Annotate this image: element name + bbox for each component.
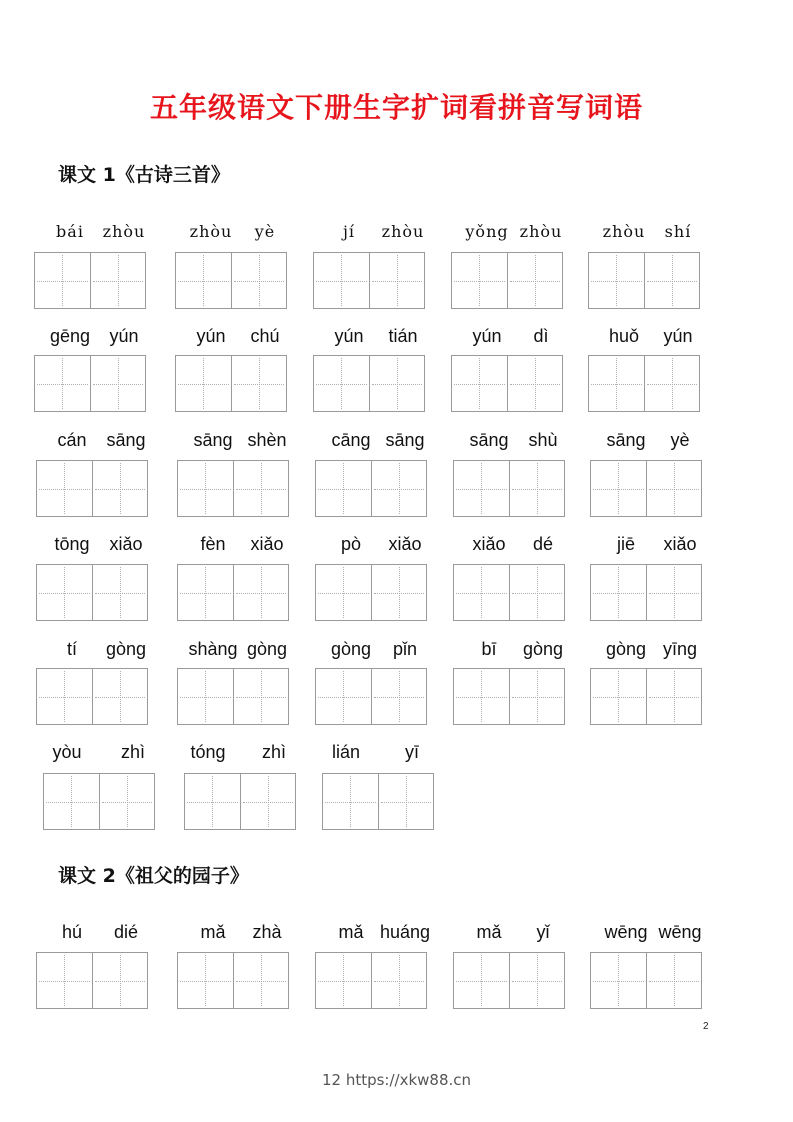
pinyin-syllable-2: yǐ [536, 922, 550, 942]
pinyin-syllable-2: yún [663, 326, 693, 346]
character-writing-cell[interactable] [589, 356, 644, 411]
character-writing-cell[interactable] [589, 253, 644, 308]
character-writing-cell[interactable] [178, 461, 233, 516]
pinyin-syllable-2: gòng [246, 639, 288, 659]
character-writing-cell[interactable] [178, 565, 233, 620]
pinyin-label [451, 222, 563, 246]
pinyin-syllable-2: yè [670, 430, 690, 450]
pinyin-syllable-1: mǎ [476, 922, 502, 942]
tianzige-writing-grid[interactable] [453, 668, 565, 725]
character-writing-cell[interactable] [371, 565, 427, 620]
tianzige-writing-grid[interactable] [34, 355, 146, 412]
pinyin-label [313, 222, 425, 246]
character-writing-cell[interactable] [646, 565, 702, 620]
tianzige-writing-grid[interactable] [36, 952, 148, 1009]
character-writing-cell[interactable] [231, 253, 287, 308]
tianzige-writing-grid[interactable] [322, 773, 434, 830]
pinyin-syllable-2: gòng [522, 639, 564, 659]
pinyin-label [590, 430, 702, 454]
tianzige-writing-grid[interactable] [177, 952, 289, 1009]
pinyin-syllable-1: gòng [605, 639, 647, 659]
pinyin-syllable-2: sāng [385, 430, 425, 450]
character-writing-cell[interactable] [314, 356, 369, 411]
pinyin-syllable-1: yún [334, 326, 364, 346]
pinyin-syllable-2: xiǎo [388, 534, 422, 554]
character-writing-cell[interactable] [644, 356, 700, 411]
pinyin-syllable-1: fèn [200, 534, 226, 554]
pinyin-syllable-2: zhì [120, 742, 146, 762]
character-writing-cell[interactable] [37, 669, 92, 724]
pinyin-syllable-2: zhòu [381, 222, 425, 241]
tianzige-writing-grid[interactable] [590, 668, 702, 725]
character-writing-cell[interactable] [509, 461, 565, 516]
lesson-1-heading: 课文 1《古诗三首》 [58, 164, 230, 186]
pinyin-label [453, 534, 565, 558]
pinyin-label [177, 639, 289, 663]
pinyin-syllable-2: dié [113, 922, 139, 942]
tianzige-writing-grid[interactable] [315, 564, 427, 621]
character-writing-cell[interactable] [185, 774, 240, 829]
character-writing-cell[interactable] [507, 253, 563, 308]
pinyin-syllable-1: tóng [190, 742, 226, 762]
pinyin-syllable-1: cāng [331, 430, 371, 450]
character-writing-cell[interactable] [316, 461, 371, 516]
pinyin-syllable-1: mǎ [338, 922, 364, 942]
character-writing-cell[interactable] [454, 669, 509, 724]
pinyin-syllable-1: jí [342, 222, 356, 241]
pinyin-syllable-2: gòng [105, 639, 147, 659]
pinyin-label [315, 430, 427, 454]
pinyin-syllable-1: huǒ [608, 326, 640, 346]
tianzige-writing-grid[interactable] [43, 773, 155, 830]
tianzige-writing-grid[interactable] [34, 252, 146, 309]
character-writing-cell[interactable] [591, 565, 646, 620]
pinyin-label [34, 326, 146, 350]
pinyin-label [177, 534, 289, 558]
character-writing-cell[interactable] [509, 953, 565, 1008]
tianzige-writing-grid[interactable] [36, 668, 148, 725]
pinyin-syllable-1: zhòu [189, 222, 233, 241]
pinyin-syllable-2: zhì [261, 742, 287, 762]
tianzige-writing-grid[interactable] [177, 460, 289, 517]
pinyin-syllable-1: gòng [330, 639, 372, 659]
character-writing-cell[interactable] [454, 461, 509, 516]
pinyin-syllable-1: tí [66, 639, 78, 659]
character-writing-cell[interactable] [646, 461, 702, 516]
character-writing-cell[interactable] [452, 356, 507, 411]
character-writing-cell[interactable] [371, 669, 427, 724]
pinyin-label [453, 430, 565, 454]
character-writing-cell[interactable] [178, 669, 233, 724]
tianzige-writing-grid[interactable] [175, 355, 287, 412]
tianzige-writing-grid[interactable] [175, 252, 287, 309]
pinyin-syllable-2: yī [404, 742, 420, 762]
pinyin-syllable-2: chú [250, 326, 280, 346]
pinyin-label [184, 742, 296, 766]
pinyin-syllable-1: gēng [49, 326, 91, 346]
character-writing-cell[interactable] [35, 356, 90, 411]
character-writing-cell[interactable] [591, 461, 646, 516]
character-writing-cell[interactable] [316, 565, 371, 620]
pinyin-syllable-1: wēng [604, 922, 648, 942]
pinyin-label [588, 222, 700, 246]
pinyin-label [315, 639, 427, 663]
character-writing-cell[interactable] [591, 953, 646, 1008]
pinyin-syllable-2: shù [528, 430, 558, 450]
pinyin-label [590, 639, 702, 663]
character-writing-cell[interactable] [314, 253, 369, 308]
pinyin-label [175, 326, 287, 350]
tianzige-writing-grid[interactable] [590, 460, 702, 517]
character-writing-cell[interactable] [99, 774, 155, 829]
pinyin-syllable-1: bái [56, 222, 84, 241]
pinyin-syllable-2: huáng [379, 922, 431, 942]
pinyin-syllable-2: tián [388, 326, 418, 346]
pinyin-syllable-1: xiǎo [472, 534, 506, 554]
page-title: 五年级语文下册生字扩词看拼音写词语 [149, 91, 643, 124]
character-writing-cell[interactable] [233, 953, 289, 1008]
pinyin-label [36, 639, 148, 663]
pinyin-label [175, 222, 287, 246]
pinyin-label [177, 922, 289, 946]
pinyin-label [313, 326, 425, 350]
character-writing-cell[interactable] [233, 669, 289, 724]
tianzige-writing-grid[interactable] [588, 252, 700, 309]
character-writing-cell[interactable] [378, 774, 434, 829]
tianzige-writing-grid[interactable] [590, 952, 702, 1009]
character-writing-cell[interactable] [452, 253, 507, 308]
character-writing-cell[interactable] [90, 356, 146, 411]
pinyin-syllable-1: hú [61, 922, 83, 942]
character-writing-cell[interactable] [323, 774, 378, 829]
tianzige-writing-grid[interactable] [177, 668, 289, 725]
page-number: 2 [703, 1021, 709, 1032]
character-writing-cell[interactable] [176, 356, 231, 411]
pinyin-syllable-1: tōng [54, 534, 90, 554]
character-writing-cell[interactable] [454, 953, 509, 1008]
pinyin-label [177, 430, 289, 454]
character-writing-cell[interactable] [37, 953, 92, 1008]
character-writing-cell[interactable] [646, 953, 702, 1008]
character-writing-cell[interactable] [92, 565, 148, 620]
tianzige-writing-grid[interactable] [313, 355, 425, 412]
character-writing-cell[interactable] [369, 253, 425, 308]
character-writing-cell[interactable] [646, 669, 702, 724]
pinyin-syllable-1: pò [340, 534, 362, 554]
pinyin-syllable-1: cán [57, 430, 87, 450]
pinyin-label [315, 534, 427, 558]
pinyin-syllable-1: sāng [606, 430, 646, 450]
pinyin-syllable-2: yè [254, 222, 276, 241]
character-writing-cell[interactable] [37, 565, 92, 620]
tianzige-writing-grid[interactable] [453, 460, 565, 517]
character-writing-cell[interactable] [644, 253, 700, 308]
tianzige-writing-grid[interactable] [315, 952, 427, 1009]
pinyin-syllable-1: lián [331, 742, 361, 762]
character-writing-cell[interactable] [509, 669, 565, 724]
pinyin-label [453, 639, 565, 663]
tianzige-writing-grid[interactable] [177, 564, 289, 621]
pinyin-label [36, 430, 148, 454]
tianzige-writing-grid[interactable] [451, 355, 563, 412]
character-writing-cell[interactable] [509, 565, 565, 620]
character-writing-cell[interactable] [454, 565, 509, 620]
pinyin-syllable-2: sāng [106, 430, 146, 450]
pinyin-syllable-2: wēng [658, 922, 702, 942]
pinyin-label [322, 742, 434, 766]
character-writing-cell[interactable] [233, 461, 289, 516]
character-writing-cell[interactable] [371, 461, 427, 516]
pinyin-label [315, 922, 431, 946]
pinyin-label [43, 742, 155, 766]
pinyin-syllable-2: zhòu [519, 222, 563, 241]
character-writing-cell[interactable] [90, 253, 146, 308]
character-writing-cell[interactable] [176, 253, 231, 308]
pinyin-syllable-1: zhòu [602, 222, 646, 241]
tianzige-writing-grid[interactable] [315, 668, 427, 725]
pinyin-label [34, 222, 146, 246]
tianzige-writing-grid[interactable] [453, 952, 565, 1009]
character-writing-cell[interactable] [92, 953, 148, 1008]
pinyin-label [588, 326, 700, 350]
pinyin-syllable-2: dì [533, 326, 549, 346]
pinyin-syllable-1: yún [472, 326, 502, 346]
pinyin-syllable-1: jiē [616, 534, 636, 554]
character-writing-cell[interactable] [369, 356, 425, 411]
character-writing-cell[interactable] [37, 461, 92, 516]
tianzige-writing-grid[interactable] [315, 460, 427, 517]
pinyin-syllable-1: sāng [469, 430, 509, 450]
character-writing-cell[interactable] [231, 356, 287, 411]
pinyin-syllable-2: xiǎo [109, 534, 143, 554]
pinyin-syllable-2: shèn [247, 430, 287, 450]
pinyin-label [453, 922, 565, 946]
tianzige-writing-grid[interactable] [184, 773, 296, 830]
pinyin-label [36, 534, 148, 558]
pinyin-syllable-1: bī [481, 639, 497, 659]
pinyin-syllable-2: zhòu [102, 222, 146, 241]
tianzige-writing-grid[interactable] [451, 252, 563, 309]
pinyin-label [590, 922, 702, 946]
tianzige-writing-grid[interactable] [36, 460, 148, 517]
pinyin-syllable-2: yún [109, 326, 139, 346]
pinyin-syllable-2: pǐn [392, 639, 418, 659]
character-writing-cell[interactable] [178, 953, 233, 1008]
tianzige-writing-grid[interactable] [590, 564, 702, 621]
pinyin-syllable-1: yún [196, 326, 226, 346]
pinyin-syllable-2: yīng [662, 639, 698, 659]
pinyin-syllable-2: shí [664, 222, 692, 241]
character-writing-cell[interactable] [240, 774, 296, 829]
character-writing-cell[interactable] [35, 253, 90, 308]
character-writing-cell[interactable] [92, 461, 148, 516]
character-writing-cell[interactable] [371, 953, 427, 1008]
tianzige-writing-grid[interactable] [313, 252, 425, 309]
lesson-2-heading: 课文 2《祖父的园子》 [58, 865, 249, 887]
pinyin-syllable-2: xiǎo [663, 534, 697, 554]
character-writing-cell[interactable] [92, 669, 148, 724]
footer-url: 12 https://xkw88.cn [321, 1071, 472, 1089]
tianzige-writing-grid[interactable] [36, 564, 148, 621]
pinyin-syllable-1: sāng [193, 430, 233, 450]
tianzige-writing-grid[interactable] [453, 564, 565, 621]
pinyin-label [36, 922, 148, 946]
pinyin-label [590, 534, 702, 558]
pinyin-syllable-2: xiǎo [250, 534, 284, 554]
pinyin-syllable-1: yòu [52, 742, 82, 762]
character-writing-cell[interactable] [591, 669, 646, 724]
pinyin-syllable-2: dé [532, 534, 554, 554]
character-writing-cell[interactable] [507, 356, 563, 411]
character-writing-cell[interactable] [233, 565, 289, 620]
pinyin-syllable-2: zhà [252, 922, 282, 942]
tianzige-writing-grid[interactable] [588, 355, 700, 412]
pinyin-syllable-1: yǒng [465, 222, 509, 241]
character-writing-cell[interactable] [44, 774, 99, 829]
pinyin-label [451, 326, 563, 350]
character-writing-cell[interactable] [316, 669, 371, 724]
pinyin-syllable-1: mǎ [200, 922, 226, 942]
pinyin-syllable-1: shàng [188, 639, 238, 659]
character-writing-cell[interactable] [316, 953, 371, 1008]
